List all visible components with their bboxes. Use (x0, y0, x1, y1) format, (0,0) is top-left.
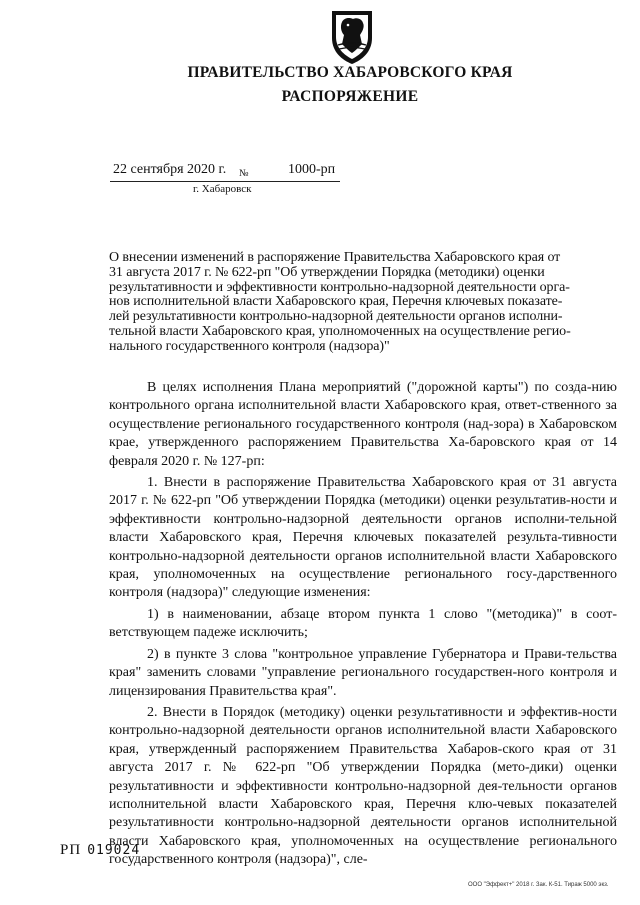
subject-line: результативности и эффективности контрольно-надзорной деятельности орга- (109, 279, 570, 295)
subject-line: О внесении изменений в распоряжение Правительства Хабаровского края от (109, 250, 561, 265)
subject-line: нов исполнительной власти Хабаровского края, Перечня ключевых показате- (109, 294, 563, 310)
khabarovsk-coat-of-arms-icon (329, 8, 375, 66)
body-paragraph: В целях исполнения Плана мероприятий ("дорожной карты") по созда-нию контрольного органа исполнительной власти Хабаровского края, ответ-ственного за осуществление регионального государственного контроля (над-зора) в Хабаровском крае, утвержденного распоряжением Правительства Ха-баровского края от 14 февраля 2020 г. № 127-рп: (109, 380, 617, 469)
document-subject (109, 251, 617, 355)
subject-line: 31 августа 2017 г. № 622-рп "Об утверждении Порядка (методики) оценки (109, 264, 545, 280)
body-paragraph: 2. Внести в Порядок (методику) оценки результативности и эффектив-ности контрольно-надзорной деятельности органов исполнительной власти Хабаровского края, утвержденный распоряжением Правительства Хабаров-ского края от 31 августа 2017 г. № 622-рп "Об утверждении Порядка (мето-дики) оценки результативности и эффективности контрольно-надзорной дея-тельности органов исполнительной власти Хабаровского края, Перечня клю-чевых показателей результативности контрольно-надзорной деятельности органов исполнительной власти Хабаровского края, уполномоченных на осуществление регионального государственного контроля (надзора)", сле- (109, 704, 617, 868)
body-paragraph: 1) в наименовании, абзаце втором пункта 1 слово "(методика)" в соот-ветствующем падеже исключить; (109, 606, 617, 641)
document-date: 22 сентября 2020 г. (113, 162, 227, 177)
printer-imprint: ООО "Эффект+" 2018 г. Зак. К-51. Тираж 5000 экз. (468, 882, 609, 888)
number-sign: № (239, 168, 249, 179)
date-number-line (110, 159, 340, 182)
document-type: РАСПОРЯЖЕНИЕ (281, 88, 419, 105)
form-code-label: РП (60, 842, 82, 858)
city: г. Хабаровск (193, 183, 252, 195)
subject-line: лей результативности контрольно-надзорной деятельности органов исполни- (109, 309, 563, 325)
form-serial-number: 019024 (87, 843, 141, 858)
body-paragraph: 2) в пункте 3 слова "контрольное управление Губернатора и Прави-тельства края" заменить словами "управление регионального государствен-ного контроля и лицензирования Правительства края". (109, 646, 617, 699)
government-title: ПРАВИТЕЛЬСТВО ХАБАРОВСКОГО КРАЯ (187, 64, 513, 81)
form-code (60, 842, 140, 859)
body-paragraph: 1. Внести в распоряжение Правительства Хабаровского края от 31 августа 2017 г. № 622-рп "Об утверждении Порядка (методики) оценки результатив-ности и эффективности контрольно-надзорной деятельности органов исполни-тельной власти Хабаровского края, Перечня ключевых показателей результа-тивности контрольно-надзорной деятельности органов исполнительной власти Хабаровского края, уполномоченных на осуществление регионального госу-дарственного контроля (надзора)" следующие изменения: (109, 475, 617, 601)
document-body (109, 379, 617, 873)
document-number: 1000-рп (288, 162, 336, 177)
subject-line: тельной власти Хабаровского края, уполномоченных на осуществление регио- (109, 323, 571, 339)
subject-line: нального государственного контроля (надзора)" (109, 338, 390, 354)
